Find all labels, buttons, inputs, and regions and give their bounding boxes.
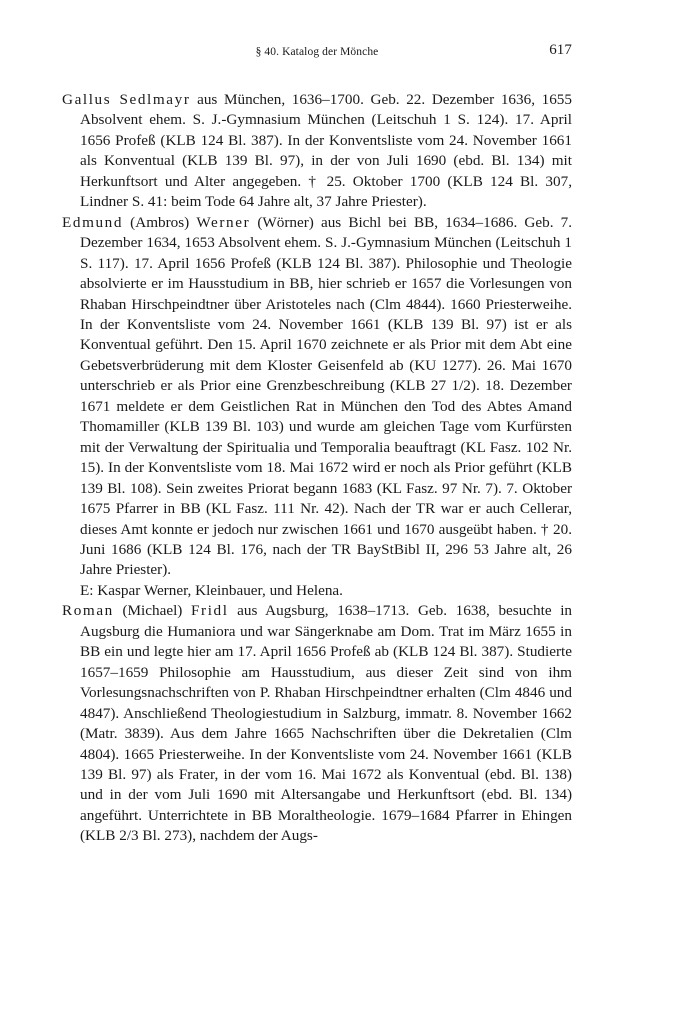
running-title: § 40. Katalog der Mönche [255,46,379,58]
entry-name: Roman [62,602,114,620]
entry-edmund-werner [62,213,572,581]
entry-parents: E: Kaspar Werner, Kleinbauer, und Helena. [80,581,343,599]
page-header [62,42,572,68]
entry-religious-name: (Michael) [113,602,191,620]
entry-gallus-sedlmayr [62,90,572,213]
entry-text: aus München, 1636–1700. Geb. 22. Dezember 1636, 1655 Absolvent ehem. S. J.-Gymnasium München (Leitschuh 1 S. 124). 17. April 1656 Profeß (KLB 124 Bl. 387). In der Konventsliste vom 24. November 1661 als Konventual (KLB 139 Bl. 97), in der von Juli 1690 (ebd. Bl. 134) mit Herkunftsort und Alter angegeben. † 25. Oktober 1700 (KLB 124 Bl. 307, Lindner S. 41: beim Tode 64 Jahre alt, 37 Jahre Priester). [80,91,572,211]
entry-surname: Werner [196,213,251,231]
entry-religious-name: (Ambros) [123,213,197,231]
entry-roman-fridl [62,601,572,846]
monk-catalog [62,90,572,847]
entry-surname: Fridl [190,602,229,620]
entry-name: Edmund [62,213,124,231]
entry-text: aus Augsburg, 1638–1713. Geb. 1638, besuchte in Augsburg die Humaniora und war Sängerknabe am Dom. Trat im März 1655 in BB ein und legte hier am 17. April 1656 Profeß ab (KLB 124 Bl. 387). Studierte 1657–1659 Philosophie am Hausstudium, aus dieser Zeit sind von ihm Vorlesungsnachschriften von P. Rhaban Hirschpeindtner erhalten (Clm 4846 und 4847). Anschließend Theologiestudium in Salzburg, immatr. 8. November 1662 (Matr. 3839). Aus dem Jahre 1665 Nachschriften über die Dekretalien (Clm 4804). 1665 Priesterweihe. In der Konventsliste vom 24. November 1661 (KLB 139 Bl. 97) als Frater, in der vom 16. Mai 1672 als Konventual (ebd. Bl. 138) und in der vom Juli 1690 mit Altersangabe und Herkunftsort (ebd. Bl. 134) angeführt. Unterrichtete in BB Moraltheologie. 1679–1684 Pfarrer in Ehingen (KLB 2/3 Bl. 273), nachdem der Augs- [80,602,573,845]
entry-name: Gallus Sedlmayr [62,91,191,108]
page-number: 617 [549,42,572,58]
page [62,42,572,847]
entry-text: (Wörner) aus Bichl bei BB, 1634–1686. Geb. 7. Dezember 1634, 1653 Absolvent ehem. S. J.-Gymnasium München (Leitschuh 1 S. 117). 17. April 1656 Profeß (KLB 124 Bl. 387). Philosophie und Theologie absolvierte er im Hausstudium in BB, hier schrieb er 1657 die Vorlesungen von Rhaban Hirschpeindtner über Aristoteles nach (Clm 4844). 1660 Priesterweihe. In der Konventsliste vom 24. November 1661 (KLB 139 Bl. 97) ist er als Konventual geführt. Den 15. April 1670 zeichnete er als Prior mit dem Abt eine Gebetsverbrüderung mit dem Kloster Geisenfeld ab (KU 1277). 26. Mai 1670 unterschrieb er als Prior eine Grenzbeschreibung (KLB 27 1/2). 18. Dezember 1671 meldete er dem Geistlichen Rat in München den Tod des Abtes Amand Thomamiller (KLB 139 Bl. 103) und wurde am gleichen Tage vom Kurfürsten mit der Verwaltung der Spiritualia und Temporalia beauftragt (KL Fasz. 102 Nr. 15). In der Konventsliste vom 18. Mai 1672 wird er noch als Prior geführt (KLB 139 Bl. 108). Sein zweites Priorat begann 1683 (KL Fasz. 97 Nr. 7). 7. Oktober 1675 Pfarrer in BB (KL Fasz. 111 Nr. 42). Nach der TR war er auch Cellerar, dieses Amt konnte er jedoch nur zwischen 1661 und 1670 ausgeübt haben. † 20. Juni 1686 (KLB 124 Bl. 176, nach der TR BayStBibl II, 296 53 Jahre alt, 26 Jahre Priester). [80,213,572,579]
